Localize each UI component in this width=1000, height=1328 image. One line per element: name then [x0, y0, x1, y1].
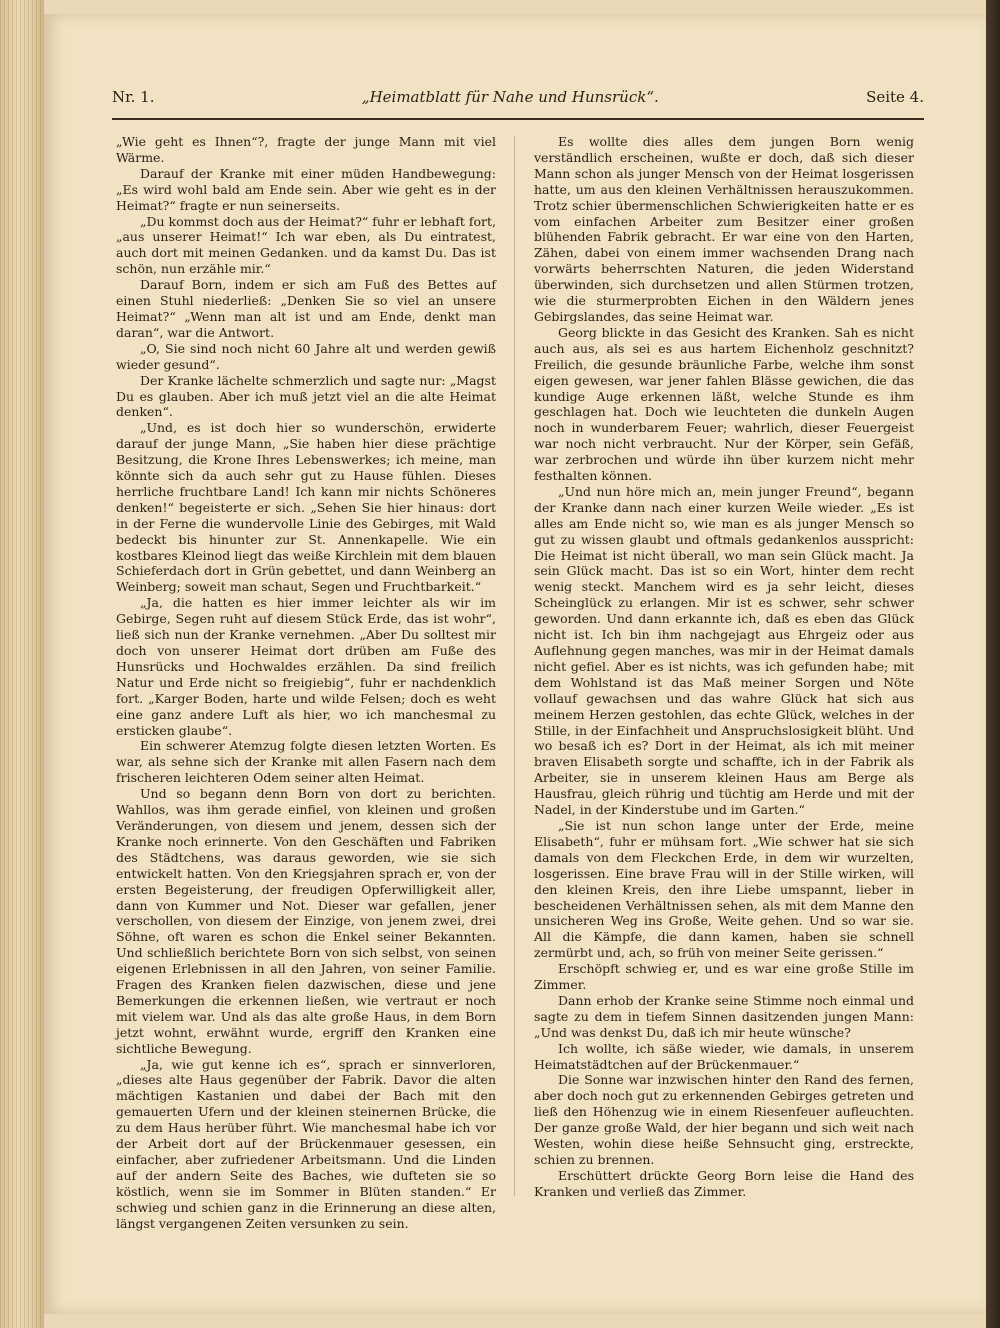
book-page-edges: [0, 0, 44, 1328]
paragraph: „Ja, wie gut kenne ich es“, sprach er sinnverloren, „dieses alte Haus gegenüber der Fabrik. Davor die alten mächtigen Kastanien und dabei der Bach mit den gemauerten Ufern und der kleinen steinernen Brücke, die zu dem Haus herüber führt. Wie manchesmal habe ich vor der Arbeit dort auf der Brückenmauer gesessen, ein einfacher, aber zufriedener Arbeitsmann. Und die Linden auf der andern Seite des Baches, wie dufteten sie so köstlich, wenn sie im Sommer in Blüten standen.“ Er schwieg und schien ganz in die Erinnerung an diese alten, längst vergangenen Zeiten versunken zu sein.: [116, 1056, 496, 1231]
paragraph: „Du kommst doch aus der Heimat?“ fuhr er lebhaft fort, „aus unserer Heimat!“ Ich war eben, als Du eintratest, auch dort mit meinen Gedanken. und da kamst Du. Das ist schön, nun erzähle mir.“: [116, 213, 496, 277]
paragraph: „Und nun höre mich an, mein junger Freund“, begann der Kranke dann nach einer kurzen Weile wieder. „Es ist alles am Ende nicht so, wie man es als junger Mensch so gut zu wissen glaubt und oftmals gedankenlos ausspricht: Die Heimat ist nicht überall, wo man sein Glück macht. Ja sein Glück macht. Das ist so ein Wort, hinter dem recht wenig steckt. Manchem wird es ja sehr leicht, dieses Scheinglück zu erlangen. Mir ist es schwer, sehr schwer geworden. Und dann erkannte ich, daß es eben das Glück nicht ist. Ich bin ihm nachgejagt aus Ehrgeiz oder aus Auflehnung gegen manches, was mir in der Heimat damals nicht gefiel. Aber es ist nichts, was ich gefunden habe; mit dem Wohlstand ist das Maß meiner Sorgen und Nöte vollauf gewachsen und das wahre Glück hat sich aus meinem Herzen gestohlen, das echte Glück, welches in der Stille, in der Einfachheit und Anspruchslosigkeit blüht. Und wo besaß ich es? Dort in der Heimat, als ich mit meiner braven Elisabeth sorgte und schaffte, ich in der Fabrik als Arbeiter, sie in unserem kleinen Haus am Berge als Hausfrau, gleich rührig und tüchtig am Herde und mit der Nadel, in der Kinderstube und im Garten.“: [534, 483, 914, 818]
paragraph: Es wollte dies alles dem jungen Born wenig verständlich erscheinen, wußte er doch, daß sich dieser Mann schon als junger Mensch von der Heimat losgerissen hatte, um aus den kleinen Verhältnissen herauszukommen. Trotz schier übermenschlichen Schwierigkeiten hatte er es vom einfachen Arbeiter zum Besitzer einer großen blühenden Fabrik gebracht. Er war eine von den Harten, Zähen, dabei von einem immer wachsenden Drang nach vorwärts beherrschten Naturen, die jeden Widerstand überwinden, sich durchsetzen und allen Stürmen trotzen, wie die sturmerprobten Eichen in den Wäldern jenes Gebirgslandes, das seine Heimat war.: [534, 134, 914, 324]
paragraph: „O, Sie sind noch nicht 60 Jahre alt und werden gewiß wieder gesund“.: [116, 340, 496, 372]
page-number: Seite 4.: [866, 88, 924, 106]
page-header: [112, 88, 924, 120]
paragraph: Darauf Born, indem er sich am Fuß des Bettes auf einen Stuhl niederließ: „Denken Sie so viel an unsere Heimat?“ „Wenn man alt ist und am Ende, denkt man daran“, war die Antwort.: [116, 277, 496, 340]
paragraph: Dann erhob der Kranke seine Stimme noch einmal und sagte zu dem in tiefem Sinnen dasitzenden jungen Mann: „Und was denkst Du, daß ich mir heute wünsche?: [534, 992, 914, 1040]
paragraph: Ein schwerer Atemzug folgte diesen letzten Worten. Es war, als sehne sich der Kranke mit allen Fasern nach dem frischeren leichteren Odem seiner alten Heimat.: [116, 738, 496, 786]
text-column-right: [534, 134, 914, 1200]
paragraph: Der Kranke lächelte schmerzlich und sagte nur: „Magst Du es glauben. Aber ich muß jetzt viel an die alte Heimat denken“.: [116, 372, 496, 420]
paragraph: Erschöpft schwieg er, und es war eine große Stille im Zimmer.: [534, 961, 914, 993]
paragraph: „Wie geht es Ihnen“?, fragte der junge Mann mit viel Wärme.: [116, 134, 496, 165]
paragraph: „Und, es ist doch hier so wunderschön, erwiderte darauf der junge Mann, „Sie haben hier diese prächtige Besitzung, die Krone Ihres Lebenswerkes; ich meine, man könnte sich da auch sehr gut zu Hause fühlen. Dieses herrliche fruchtbare Land! Ich kann mir nichts Schöneres denken!“ begeisterte er sich. „Sehen Sie hier hinaus: dort in der Ferne die wundervolle Linie des Gebirges, mit Wald bedeckt bis hinunter zur St. Annenkapelle. Wie ein kostbares Kleinod liegt das weiße Kirchlein mit dem blauen Schieferdach dort in Grün gebettet, und dann Weinberg an Weinberg; soweit man schaut, Segen und Fruchtbarkeit.“: [116, 420, 496, 595]
paragraph: Ich wollte, ich säße wieder, wie damals, in unserem Heimatstädtchen auf der Brückenmauer.“: [534, 1040, 914, 1072]
column-divider: [514, 136, 515, 1196]
paragraph: „Sie ist nun schon lange unter der Erde, meine Elisabeth“, fuhr er mühsam fort. „Wie schwer hat sie sich damals von dem Fleckchen Erde, in dem wir wurzelten, losgerissen. Eine brave Frau will in der Stille wirken, will den kleinen Kreis, den ihre Liebe umspannt, lieber in bescheidenen Verhältnissen sehen, als mit dem Manne den unsicheren Weg ins Große, Weite gehen. Und so war sie. All die Kämpfe, die dann kamen, haben sie schnell zermürbt und, ach, so früh von meiner Seite gerissen.“: [534, 817, 914, 961]
paragraph: Georg blickte in das Gesicht des Kranken. Sah es nicht auch aus, als sei es aus hartem Eichenholz geschnitzt? Freilich, die gesunde bräunliche Farbe, welche ihm sonst eigen gewesen, war jener fahlen Blässe gewichen, die das kundige Auge erkennen läßt, welche Stunde es ihm geschlagen hat. Doch wie leuchteten die dunkeln Augen noch in wunderbarem Feuer; wahrlich, dieser Feuergeist war noch nicht verbraucht. Nur der Körper, sein Gefäß, war zerbrochen und würde ihn über kurzem nicht mehr festhalten können.: [534, 324, 914, 484]
paragraph: „Ja, die hatten es hier immer leichter als wir im Gebirge, Segen ruht auf diesem Stück Erde, das ist wohr“, ließ sich nun der Kranke vernehmen. „Aber Du solltest mir doch von unserer Heimat dort drüben am Fuße des Hunsrücks und Hochwaldes erzählen. Da sind freilich Natur und Erde nicht so freigiebig“, fuhr er nachdenklich fort. „Karger Boden, harte und wilde Felsen; doch es weht eine ganz andere Luft als hier, wo ich manchesmal zu ersticken glaube“.: [116, 595, 496, 738]
paragraph: Darauf der Kranke mit einer müden Handbewegung: „Es wird wohl bald am Ende sein. Aber wie geht es in der Heimat?“ fragte er nun seinerseits.: [116, 165, 496, 213]
paragraph: Und so begann denn Born von dort zu berichten. Wahllos, was ihm gerade einfiel, von kleinen und großen Veränderungen, von diesem und jenem, dessen sich der Kranke noch erinnerte. Von den Geschäften und Fabriken des Städtchens, was daraus geworden, wie sie sich entwickelt hatten. Von den Kriegsjahren sprach er, von der ersten Begeisterung, der freudigen Opferwilligkeit aller, dann von Kummer und Not. Dieser war gefallen, jener verschollen, von diesem der Einzige, von jenem zwei, drei Söhne, oft waren es schon die Enkel seiner Bekannten. Und schließlich berichtete Born von sich selbst, von seinen eigenen Erlebnissen in all den Jahren, von seiner Familie. Fragen des Kranken fielen dazwischen, diese und jene Bemerkungen die erkennen ließen, wie vertraut er noch mit vielem war. Und als das alte große Haus, in dem Born jetzt wohnt, erwähnt wurde, ergriff den Kranken eine sichtliche Bewegung.: [116, 786, 496, 1056]
publication-title: „Heimatblatt für Nahe und Hunsrück“.: [361, 88, 659, 106]
issue-number: Nr. 1.: [112, 88, 155, 106]
paragraph: Die Sonne war inzwischen hinter den Rand des fernen, aber doch noch gut zu erkennenden Gebirges getreten und ließ den Höhenzug wie in einem Riesenfeuer aufleuchten. Der ganze große Wald, der hier begann und sich weit nach Westen, wohin diese heiße Sehnsucht ging, erstreckte, schien zu brennen.: [534, 1072, 914, 1167]
text-column-left: [116, 134, 496, 1232]
book-cover-edge: [986, 0, 1000, 1328]
paragraph: Erschüttert drückte Georg Born leise die Hand des Kranken und verließ das Zimmer.: [534, 1167, 914, 1199]
